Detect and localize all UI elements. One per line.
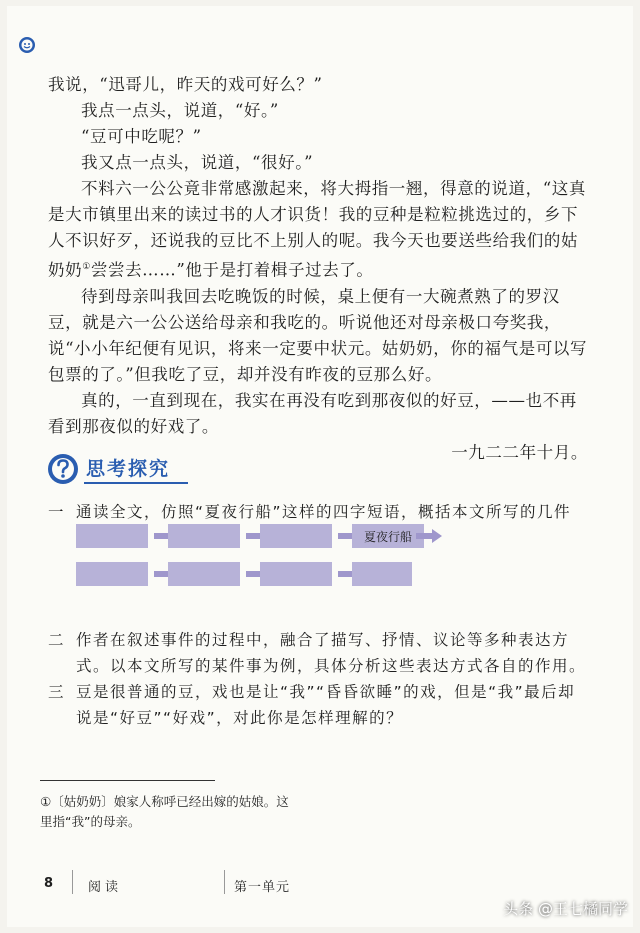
flow-box [260, 562, 332, 586]
story-paragraph-body: 不料六一公公竟非常感激起来，将大拇指一翘，得意的说道，“这真是大市镇里出来的读过书的人才识货！我的豆种是粒粒挑选过的，乡下人不识好歹，还说我的豆比不上别人的呢。我今天也要送些给我们的姑奶奶 [48, 179, 586, 280]
flow-box [168, 524, 240, 548]
page-footer [40, 876, 600, 896]
arrow-right-icon [416, 529, 442, 543]
footer-divider [224, 870, 225, 894]
footnote-divider [40, 780, 215, 781]
flow-box [168, 562, 240, 586]
page-number: 8 [44, 876, 54, 891]
question-number: 三 [48, 683, 66, 701]
footnote-line: ①〔姑奶奶〕娘家人称呼已经出嫁的姑娘。这 [40, 794, 289, 809]
footer-unit: 第一单元 [234, 880, 291, 895]
question-text: 豆是很普通的豆，戏也是让“我”“昏昏欲睡”的戏，但是“我”最后却说是“好豆”“好戏”，对此你是怎样理解的？ [76, 683, 576, 727]
story-date: 一九二二年十月。 [451, 442, 588, 462]
flow-box-filled: 夏夜行船 [352, 524, 424, 548]
story-paragraph: 真的，一直到现在，我实在再没有吃到那夜似的好豆，——也不再看到那夜似的好戏了。 [48, 390, 577, 436]
question-text: 作者在叙述事件的过程中，融合了描写、抒情、议论等多种表达方式。以本文所写的某件事为例，具体分析这些表达方式各自的作用。 [76, 631, 587, 675]
question-number: 一 [48, 503, 66, 521]
flow-row-1 [76, 524, 446, 550]
flow-box [76, 562, 148, 586]
question-item [48, 627, 588, 679]
flow-box [76, 524, 148, 548]
story-paragraph: 我点一点头，说道，“好。” [81, 101, 279, 120]
story-paragraph [48, 176, 588, 284]
flow-box [352, 562, 412, 586]
story-paragraph-tail: 尝尝去……”他于是打着楫子过去了。 [90, 260, 374, 280]
footer-divider [72, 870, 73, 894]
section-title-underline [84, 482, 188, 484]
section-header [46, 448, 186, 492]
story-paragraph: “豆可中吃呢？” [81, 127, 202, 146]
flow-box [260, 524, 332, 548]
question-item [48, 679, 588, 731]
story-paragraph: 我又点一点头，说道，“很好。” [81, 153, 314, 172]
story-paragraph: 待到母亲叫我回去吃晚饭的时候，桌上便有一大碗煮熟了的罗汉豆，就是六一公公送给母亲和我吃的。听说他还对母亲极口夸奖我，说“小小年纪便有见识，将来一定要中状元。姑奶奶，你的福气是可以写包票的了。”但我吃了豆，却并没有昨夜的豆那么好。 [48, 286, 588, 384]
footnote [40, 792, 300, 832]
section-title: 思考探究 [86, 458, 171, 480]
question-text: 通读全文，仿照“夏夜行船”这样的四字短语，概括本文所写的几件 [76, 503, 572, 521]
watermark: 头条 @王七橘同学 [503, 900, 628, 918]
story-text [48, 72, 588, 466]
flow-row-2 [76, 562, 446, 588]
footnote-line: 里指“我”的母亲。 [40, 814, 141, 829]
story-paragraph: 我说，“迅哥儿，昨天的戏可好么？” [48, 75, 323, 94]
footnote-marker[interactable]: ① [82, 262, 91, 272]
question-number: 二 [48, 631, 66, 649]
smiley-logo-icon [18, 36, 36, 54]
footer-section: 阅读 [88, 880, 123, 895]
question-mark-icon [46, 452, 80, 486]
